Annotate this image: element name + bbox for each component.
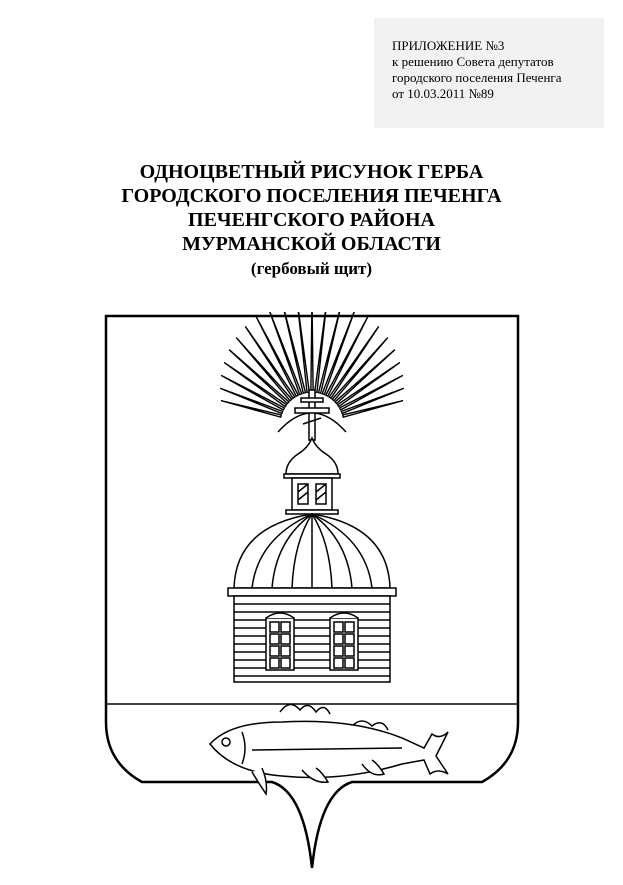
- window-pane: [334, 646, 343, 656]
- window-pane: [345, 634, 354, 644]
- title-subtitle: (гербовый щит): [250, 259, 373, 278]
- appendix-box: [374, 18, 604, 128]
- window-pane: [334, 634, 343, 644]
- ribbed-dome-icon: [228, 514, 396, 596]
- ray: [297, 312, 309, 392]
- title-line-3: ПЕЧЕНГСКОГО РАЙОНА: [188, 209, 435, 231]
- appendix-number: ПРИЛОЖЕНИЕ №3: [392, 38, 505, 53]
- window-pane: [270, 622, 279, 632]
- ray: [315, 312, 327, 392]
- window-pane: [334, 622, 343, 632]
- ray: [311, 312, 313, 392]
- fish-icon: [210, 704, 448, 794]
- title-line-1: ОДНОЦВЕТНЫЙ РИСУНОК ГЕРБА: [139, 161, 484, 183]
- page-title: [0, 160, 623, 282]
- appendix-date: от 10.03.2011 №89: [392, 86, 494, 101]
- window-pane: [334, 658, 343, 668]
- log-chapel-icon: [234, 596, 390, 682]
- window-pane: [281, 622, 290, 632]
- window-pane: [281, 634, 290, 644]
- coat-of-arms-shield: [102, 312, 522, 872]
- appendix-council: городского поселения Печенга: [392, 70, 562, 85]
- window-pane: [270, 658, 279, 668]
- window-pane: [281, 658, 290, 668]
- window-pane: [270, 646, 279, 656]
- appendix-decision: к решению Совета депутатов: [392, 54, 554, 69]
- onion-dome-icon: [284, 438, 340, 514]
- window-pane: [281, 646, 290, 656]
- window-pane: [345, 646, 354, 656]
- window-pane: [270, 634, 279, 644]
- window-pane: [345, 622, 354, 632]
- title-line-4: МУРМАНСКОЙ ОБЛАСТИ: [182, 233, 441, 255]
- title-line-2: ГОРОДСКОГО ПОСЕЛЕНИЯ ПЕЧЕНГА: [121, 185, 502, 207]
- window-pane: [345, 658, 354, 668]
